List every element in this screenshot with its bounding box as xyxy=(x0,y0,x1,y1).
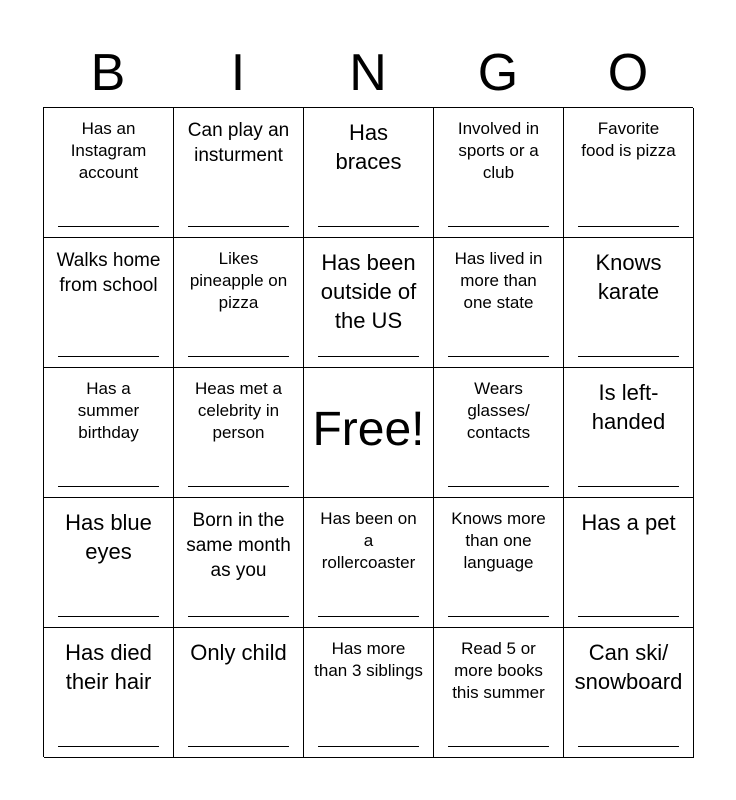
bingo-cell[interactable] xyxy=(434,238,564,368)
signature-line xyxy=(448,226,549,227)
signature-line xyxy=(58,226,159,227)
bingo-cell[interactable] xyxy=(564,498,694,628)
cell-prompt: Can ski/ snowboard xyxy=(574,640,683,694)
signature-line xyxy=(578,486,679,487)
free-space-label: Free! xyxy=(312,403,425,456)
bingo-cell[interactable] xyxy=(304,498,434,628)
signature-line xyxy=(58,356,159,357)
cell-prompt: Has an Instagram account xyxy=(70,119,147,182)
cell-prompt: Involved in sports or a club xyxy=(457,119,540,182)
bingo-cell[interactable] xyxy=(564,238,694,368)
bingo-cell[interactable] xyxy=(44,238,174,368)
cell-prompt: Has a pet xyxy=(581,510,676,535)
bingo-card-grid xyxy=(43,107,693,757)
cell-prompt: Read 5 or more books this summer xyxy=(452,639,545,702)
cell-prompt: Has been on a rollercoaster xyxy=(320,509,417,572)
signature-line xyxy=(448,356,549,357)
signature-line xyxy=(188,616,289,617)
signature-line xyxy=(188,746,289,747)
bingo-cell[interactable] xyxy=(44,628,174,758)
free-space-cell[interactable] xyxy=(304,368,434,498)
signature-line xyxy=(448,486,549,487)
header-letter-o: O xyxy=(607,44,649,102)
bingo-cell[interactable] xyxy=(304,238,434,368)
cell-prompt: Only child xyxy=(190,640,287,665)
header-letter-n: N xyxy=(349,44,387,102)
bingo-cell[interactable] xyxy=(564,108,694,238)
signature-line xyxy=(188,486,289,487)
cell-prompt: Can play an insturment xyxy=(187,120,290,166)
cell-prompt: Has lived in more than one state xyxy=(454,249,543,312)
cell-prompt: Favorite food is pizza xyxy=(581,119,676,160)
header-letter-g: G xyxy=(477,44,519,102)
bingo-cell[interactable] xyxy=(434,368,564,498)
bingo-cell[interactable] xyxy=(174,108,304,238)
cell-prompt: Knows karate xyxy=(595,250,662,304)
bingo-cell[interactable] xyxy=(564,368,694,498)
signature-line xyxy=(58,616,159,617)
bingo-cell[interactable] xyxy=(174,368,304,498)
signature-line xyxy=(188,226,289,227)
cell-prompt: Has a summer birthday xyxy=(77,379,140,442)
header-letter-i: I xyxy=(230,44,246,102)
cell-prompt: Has braces xyxy=(335,120,402,174)
cell-prompt: Likes pineapple on pizza xyxy=(189,249,288,312)
signature-line xyxy=(578,226,679,227)
signature-line xyxy=(318,616,419,617)
bingo-cell[interactable] xyxy=(434,498,564,628)
signature-line xyxy=(318,226,419,227)
cell-prompt: Walks home from school xyxy=(56,250,161,296)
signature-line xyxy=(448,616,549,617)
signature-line xyxy=(318,746,419,747)
cell-prompt: Wears glasses/ contacts xyxy=(466,379,531,442)
cell-prompt: Knows more than one language xyxy=(451,509,546,572)
bingo-cell[interactable] xyxy=(174,238,304,368)
bingo-cell[interactable] xyxy=(174,498,304,628)
bingo-cell[interactable] xyxy=(304,628,434,758)
cell-prompt: Heas met a celebrity in person xyxy=(195,379,282,442)
bingo-cell[interactable] xyxy=(434,108,564,238)
bingo-cell[interactable] xyxy=(564,628,694,758)
bingo-header xyxy=(43,38,693,108)
signature-line xyxy=(578,356,679,357)
bingo-cell[interactable] xyxy=(44,368,174,498)
signature-line xyxy=(578,616,679,617)
bingo-cell[interactable] xyxy=(44,498,174,628)
bingo-cell[interactable] xyxy=(44,108,174,238)
signature-line xyxy=(448,746,549,747)
signature-line xyxy=(58,746,159,747)
header-letter-b: B xyxy=(90,44,126,102)
signature-line xyxy=(58,486,159,487)
signature-line xyxy=(578,746,679,747)
cell-prompt: Has blue eyes xyxy=(65,510,152,564)
cell-prompt: Has died their hair xyxy=(65,640,152,694)
cell-prompt: Is left- handed xyxy=(591,380,666,434)
bingo-cell[interactable] xyxy=(434,628,564,758)
cell-prompt: Born in the same month as you xyxy=(186,510,291,581)
bingo-cell[interactable] xyxy=(174,628,304,758)
signature-line xyxy=(188,356,289,357)
signature-line xyxy=(318,356,419,357)
cell-prompt: Has been outside of the US xyxy=(320,250,417,333)
cell-prompt: Has more than 3 siblings xyxy=(314,639,423,680)
bingo-cell[interactable] xyxy=(304,108,434,238)
